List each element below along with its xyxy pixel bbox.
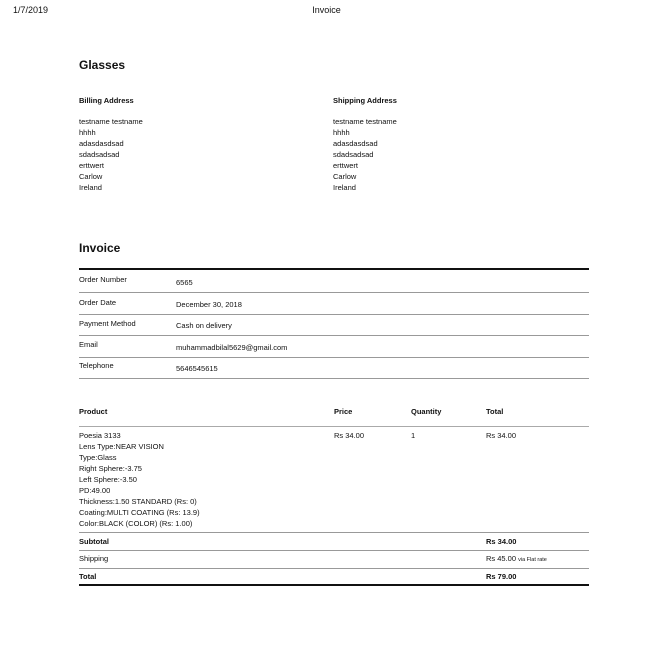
shipping-line: erttwert — [333, 161, 359, 170]
row-divider — [79, 550, 589, 551]
item-line: Coating:MULTI COATING (Rs: 13.9) — [79, 508, 200, 517]
row-label: Order Date — [79, 298, 117, 307]
row-divider — [79, 292, 589, 293]
row-label: Order Number — [79, 275, 127, 284]
total-value: Rs 79.00 — [486, 572, 517, 581]
header-divider — [79, 426, 589, 427]
row-value: 5646545615 — [176, 364, 218, 373]
shipping-value — [486, 554, 547, 563]
item-line: PD:49.00 — [79, 486, 111, 495]
shipping-address — [333, 116, 397, 193]
row-label: Payment Method — [79, 319, 136, 328]
billing-address — [79, 116, 143, 193]
shipping-line: testname testname — [333, 117, 397, 126]
billing-line: sdadsadsad — [79, 150, 120, 159]
table-bottom-rule — [79, 584, 589, 586]
row-label: Email — [79, 340, 98, 349]
shipping-line: Ireland — [333, 183, 356, 192]
row-divider — [79, 314, 589, 315]
shipping-line: adasdasdsad — [333, 139, 378, 148]
col-header-quantity: Quantity — [411, 407, 442, 416]
shipping-line: Carlow — [333, 172, 357, 181]
shipping-line: hhhh — [333, 128, 350, 137]
item-total: Rs 34.00 — [486, 431, 517, 440]
subtotal-value: Rs 34.00 — [486, 537, 517, 546]
item-line: Thickness:1.50 STANDARD (Rs: 0) — [79, 497, 197, 506]
row-value: December 30, 2018 — [176, 300, 242, 309]
col-header-price: Price — [334, 407, 353, 416]
table-top-rule — [79, 268, 589, 270]
row-value: 6565 — [176, 278, 193, 287]
shipping-amount: Rs 45.00 — [486, 554, 517, 563]
billing-line: testname testname — [79, 117, 143, 126]
invoice-heading: Invoice — [79, 241, 121, 255]
shipping-method-note: via Flat rate — [518, 557, 547, 563]
item-line: Lens Type:NEAR VISION — [79, 442, 164, 451]
item-line: Color:BLACK (COLOR) (Rs: 1.00) — [79, 519, 193, 528]
col-header-product: Product — [79, 407, 108, 416]
item-line: Right Sphere:-3.75 — [79, 464, 142, 473]
billing-line: Ireland — [79, 183, 102, 192]
row-divider — [79, 357, 589, 358]
row-value: Cash on delivery — [176, 321, 232, 330]
print-title: Invoice — [312, 5, 341, 15]
row-divider — [79, 378, 589, 379]
shipping-line: sdadsadsad — [333, 150, 374, 159]
col-header-total: Total — [486, 407, 504, 416]
billing-line: erttwert — [79, 161, 105, 170]
item-line: Poesia 3133 — [79, 431, 121, 440]
row-divider — [79, 568, 589, 569]
invoice-details-table — [79, 268, 589, 380]
item-description — [79, 430, 200, 529]
print-date: 1/7/2019 — [13, 5, 49, 15]
item-line: Left Sphere:-3.50 — [79, 475, 137, 484]
total-label: Total — [79, 572, 97, 581]
row-divider — [79, 335, 589, 336]
billing-heading: Billing Address — [79, 96, 134, 105]
subtotal-label: Subtotal — [79, 537, 109, 546]
row-label: Telephone — [79, 361, 114, 370]
row-divider — [79, 532, 589, 533]
billing-line: Carlow — [79, 172, 103, 181]
order-items-table — [79, 405, 589, 590]
item-quantity: 1 — [411, 431, 416, 440]
item-price: Rs 34.00 — [334, 431, 365, 440]
store-name: Glasses — [79, 58, 126, 72]
billing-line: hhhh — [79, 128, 96, 137]
item-line: Type:Glass — [79, 453, 117, 462]
shipping-label: Shipping — [79, 554, 109, 563]
shipping-heading: Shipping Address — [333, 96, 397, 105]
billing-line: adasdasdsad — [79, 139, 124, 148]
row-value: muhammadbilal5629@gmail.com — [176, 343, 288, 352]
